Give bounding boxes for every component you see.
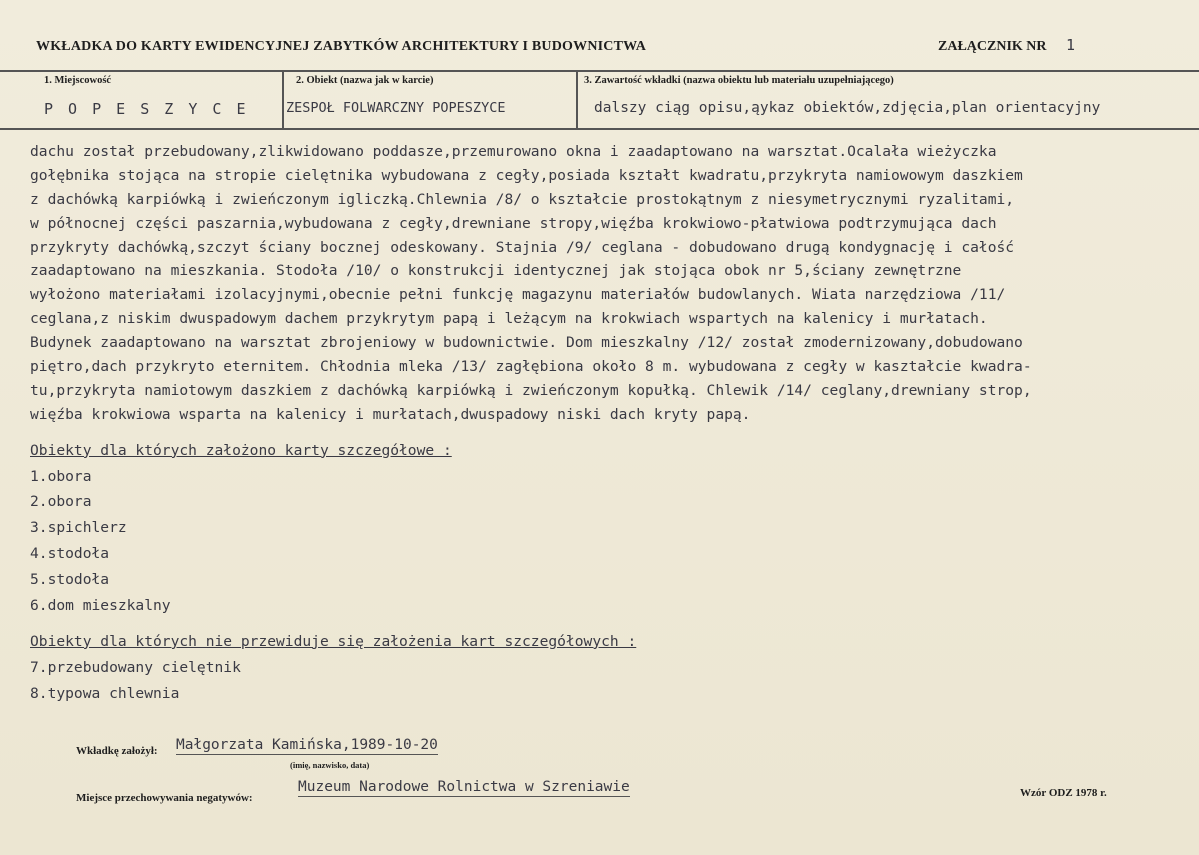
text-line: tu,przykryta namiotowym daszkiem z dachówką karpiówką i zwieńczonym kopułką. Chlewik /14/ ceglany,drewniany strop, — [30, 381, 1032, 399]
list-item: 4.stodoła — [30, 545, 110, 563]
field-divider — [576, 70, 578, 130]
text-line: z dachówką karpiówką i zwieńczonym igliczką.Chlewnia /8/ o kształcie prostokątnym z niesymetrycznymi ryzalitami, — [30, 190, 1015, 208]
annex-label: ZAŁĄCZNIK NR — [938, 39, 1047, 54]
list-item: 2.obora — [30, 493, 92, 511]
text-line: Budynek zaadaptowano na warsztat zbrojeniowy w budownictwie. Dom mieszkalny /12/ został zmodernizowany,dobudowano — [30, 334, 1023, 352]
text-line: zaadaptowano na mieszkania. Stodoła /10/ o konstrukcji identycznej jak stojąca obok nr 5,ściany zewnętrzne — [30, 262, 962, 280]
content-label: 3. Zawartość wkładki (nazwa obiektu lub materiału uzupełniającego) — [584, 75, 894, 86]
text-line: przykryty dachówką,szczyt ściany bocznej odeskowany. Stajnia /9/ ceglana - dobudowano drugą kondygnację i całość — [30, 238, 1015, 256]
author-note: (imię, nazwisko, data) — [290, 760, 370, 770]
list-item: 3.spichlerz — [30, 519, 127, 537]
locality-value: P O P E S Z Y C E — [44, 100, 249, 118]
description-text — [30, 140, 1195, 706]
list-item: 5.stodoła — [30, 571, 110, 589]
list-item: 1.obora — [30, 467, 92, 485]
text-line: więźba krokwiowa wsparta na kalenicy i murłatach,dwuspadowy niski dach kryty papą. — [30, 405, 751, 423]
content-value: dalszy ciąg opisu,ąykaz obiektów,zdjęcia,plan orientacyjny — [594, 100, 1101, 116]
text-line: piętro,dach przykryto eternitem. Chłodnia mleka /13/ zagłębiona około 8 m. wybudowana z cegły w kaształcie kwadra- — [30, 358, 1032, 376]
annex-number: 1 — [1066, 36, 1076, 54]
storage-value: Muzeum Narodowe Rolnictwa w Szreniawie — [298, 779, 630, 795]
field-divider — [282, 70, 284, 130]
text-line: wyłożono materiałami izolacyjnymi,obecnie pełni funkcję magazynu materiałów budowlanych. Wiata narzędziowa /11/ — [30, 286, 1006, 304]
form-title: WKŁADKA DO KARTY EWIDENCYJNEJ ZABYTKÓW ARCHITEKTURY I BUDOWNICTWA — [36, 39, 647, 54]
list-item: 6.dom mieszkalny — [30, 597, 171, 615]
list-item: 7.przebudowany cielętnik — [30, 658, 241, 676]
header-rule — [0, 70, 1199, 72]
text-line: ceglana,z niskim dwuspadowym dachem przykrytym papą i leżącym na krokwiach wspartych na kalenicy i murłatach. — [30, 310, 988, 328]
author-label: Wkładkę założył: — [76, 745, 158, 757]
locality-label: 1. Miejscowość — [44, 75, 112, 86]
list-item: 8.typowa chlewnia — [30, 684, 180, 702]
fields-rule — [0, 128, 1199, 130]
text-line: dachu został przebudowany,zlikwidowano poddasze,przemurowano okna i zaadaptowano na warsztat.Ocalała wieżyczka — [30, 143, 997, 160]
detailed-cards-heading: Obiekty dla których założono karty szczegółowe : — [30, 441, 452, 459]
text-line: w północnej części paszarnia,wybudowana z cegły,drewniane stropy,więźba krokwiowo-płatwiowa podtrzymująca dach — [30, 214, 997, 232]
author-value: Małgorzata Kamińska,1989-10-20 — [176, 737, 438, 753]
storage-label: Miejsce przechowywania negatywów: — [76, 792, 253, 804]
no-cards-heading: Obiekty dla których nie przewiduje się założenia kart szczegółowych : — [30, 632, 637, 650]
text-line: gołębnika stojąca na stropie cielętnika wybudowana z cegły,posiada kształt kwadratu,przykryta namiowowym daszkiem — [30, 166, 1023, 184]
form-version: Wzór ODZ 1978 r. — [1020, 787, 1107, 799]
object-value: ZESPOŁ FOLWARCZNY POPESZYCE — [286, 100, 506, 116]
object-label: 2. Obiekt (nazwa jak w karcie) — [296, 75, 434, 86]
